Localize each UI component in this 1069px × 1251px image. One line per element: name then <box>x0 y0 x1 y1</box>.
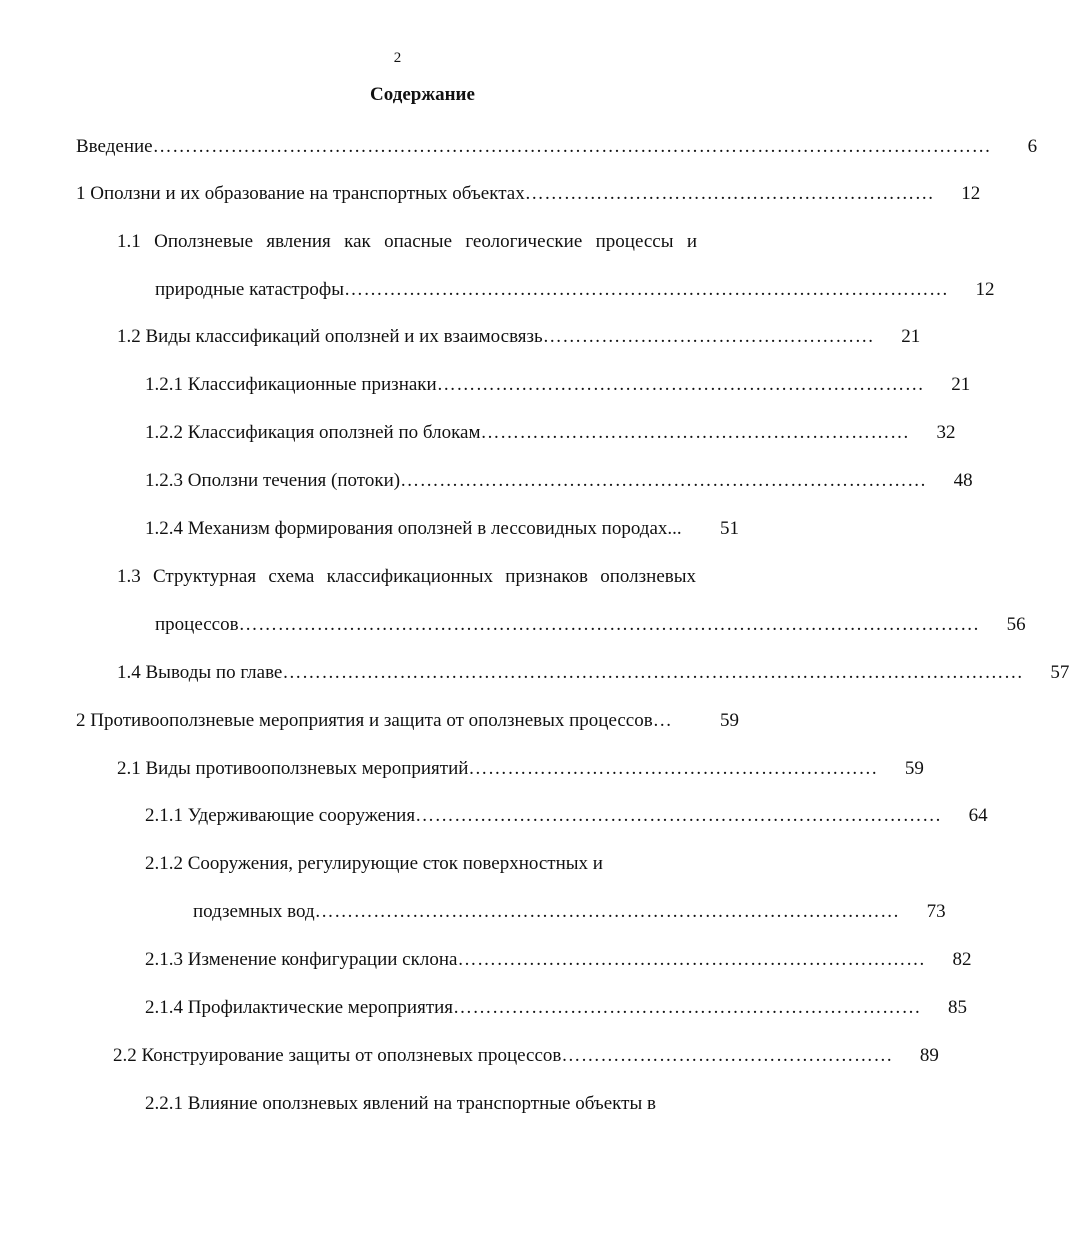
dot-leader: …………………………………………… <box>561 1045 893 1066</box>
toc-entry-page: 32 <box>936 422 956 443</box>
toc-entry-page: 59 <box>904 758 924 779</box>
dot-leader: ……………………………………………………………… <box>457 949 926 970</box>
toc-entry-label: 1 Оползни и их образование на транспортных объектах <box>76 183 525 204</box>
toc-entry-label: 1.2 Виды классификаций оползней и их взаимосвязь <box>117 326 543 347</box>
toc-entry-label: 1.2.1 Классификационные признаки <box>145 374 437 395</box>
toc-entry-2-1-4[interactable] <box>145 995 968 1021</box>
dot-leader: …………………………………………………………………………………………………… <box>238 614 980 635</box>
toc-entry-label: 1.4 Выводы по главе <box>117 662 283 683</box>
toc-entry-label: 2 Противооползневые мероприятия и защита от оползневых процессов… <box>76 710 672 731</box>
toc-entry-1-2-2[interactable] <box>145 420 956 446</box>
dot-leader: ……………………………………………………………………… <box>415 805 942 826</box>
toc-entry-chapter-1[interactable] <box>76 181 981 207</box>
toc-entry-page: 51 <box>720 518 739 539</box>
toc-entry-chapter-2[interactable] <box>76 708 739 734</box>
toc-entry-page: 73 <box>926 901 946 922</box>
toc-entry-2-1-3[interactable] <box>145 947 972 973</box>
dot-leader: …………………………………………… <box>542 326 875 347</box>
toc-entry-1-1-line2[interactable] <box>155 277 995 303</box>
toc-entry-2-1-2-line1[interactable]: 2.1.2 Сооружения, регулирующие сток поверхностных и <box>145 853 603 874</box>
toc-entry-label: 1.2.3 Оползни течения (потоки) <box>145 470 401 491</box>
toc-entry-1-1-line1[interactable]: 1.1 Оползневые явления как опасные геологические процессы и <box>117 231 697 252</box>
dot-leader: ……………………………………………………… <box>468 758 878 779</box>
toc-entry-1-2-4[interactable] <box>145 516 739 542</box>
toc-entry-page: 21 <box>951 374 971 395</box>
toc-entry-1-2[interactable] <box>117 324 921 350</box>
toc-entry-page: 48 <box>953 470 973 491</box>
dot-leader: ………………………………………………………………………………… <box>343 279 949 300</box>
toc-entry-1-2-3[interactable] <box>145 468 973 494</box>
dot-leader <box>672 708 693 734</box>
dot-leader <box>682 516 693 542</box>
toc-entry-page: 57 <box>1050 662 1069 683</box>
toc-entry-1-4[interactable] <box>117 660 1069 686</box>
toc-entry-label: 2.1.4 Профилактические мероприятия <box>145 997 454 1018</box>
toc-entry-label: природные катастрофы <box>155 279 344 300</box>
toc-entry-label: 1.2.2 Классификация оползней по блокам <box>145 422 481 443</box>
toc-entry-2-1-2-line2[interactable] <box>193 899 946 925</box>
toc-entry-introduction[interactable] <box>76 134 1038 160</box>
toc-entry-label: 2.2 Конструирование защиты от оползневых процессов <box>113 1045 562 1066</box>
toc-entry-1-2-1[interactable] <box>145 372 971 398</box>
toc-entry-2-2-1-line1[interactable]: 2.2.1 Влияние оползневых явлений на транспортные объекты в <box>145 1093 656 1114</box>
page-number: 2 <box>393 50 402 66</box>
dot-leader: ………………………………………………………… <box>480 422 910 443</box>
toc-entry-1-3-line1[interactable]: 1.3 Структурная схема классификационных признаков оползневых <box>117 566 696 587</box>
dot-leader: ……………………………………………………………………………… <box>314 901 900 922</box>
dot-leader: …………………………………………………………………………………………………… <box>282 662 1024 683</box>
toc-entry-2-2[interactable] <box>113 1043 939 1069</box>
toc-entry-page: 12 <box>975 279 995 300</box>
toc-entry-page: 6 <box>1027 136 1038 157</box>
toc-entry-2-1[interactable] <box>117 756 924 782</box>
dot-leader: ………………………………………………………………… <box>436 374 925 395</box>
dot-leader: ………………………………………………………………………………………………………………… <box>152 136 992 157</box>
toc-entry-page: 21 <box>901 326 921 347</box>
toc-entry-page: 89 <box>919 1045 939 1066</box>
toc-entry-label: 2.1.1 Удерживающие сооружения <box>145 805 416 826</box>
dot-leader: ……………………………………………………… <box>524 183 935 204</box>
toc-entry-page: 12 <box>961 183 981 204</box>
toc-entry-label: 2.1 Виды противооползневых мероприятий <box>117 758 469 779</box>
toc-entry-label: подземных вод <box>193 901 315 922</box>
toc-entry-label: Введение <box>76 136 153 157</box>
toc-entry-label: 2.1.3 Изменение конфигурации склона <box>145 949 458 970</box>
toc-entry-page: 82 <box>952 949 972 970</box>
toc-entry-page: 85 <box>948 997 968 1018</box>
toc-entry-page: 59 <box>720 710 739 731</box>
toc-entry-page: 64 <box>968 805 988 826</box>
page-title: Содержание <box>370 84 475 105</box>
toc-entry-2-1-1[interactable] <box>145 803 988 829</box>
dot-leader: ……………………………………………………………………… <box>400 470 927 491</box>
toc-entry-1-3-line2[interactable] <box>155 612 1026 638</box>
dot-leader: ……………………………………………………………… <box>453 997 922 1018</box>
toc-entry-page: 56 <box>1006 614 1026 635</box>
toc-entry-label: процессов <box>155 614 239 635</box>
toc-entry-label: 1.2.4 Механизм формирования оползней в лессовидных породах... <box>145 518 682 539</box>
